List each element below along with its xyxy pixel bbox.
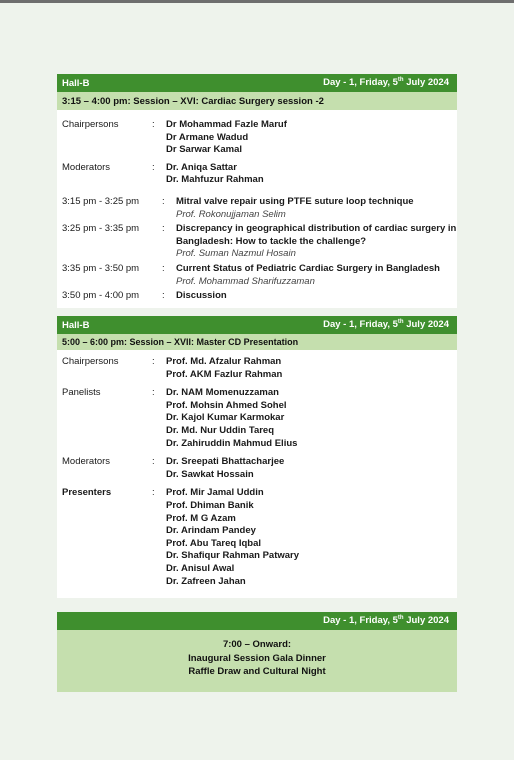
session-date: Day - 1, Friday, 5th July 2024 <box>323 77 449 89</box>
gala-date: Day - 1, Friday, 5th July 2024 <box>323 615 449 627</box>
presenter-name: Dr. Shafiqur Rahman Patwary <box>166 550 300 562</box>
panelist-name: Dr. NAM Momenuzzaman <box>166 387 279 399</box>
talks-list <box>57 196 457 303</box>
gala-event-extra: Raffle Draw and Cultural Night <box>188 666 326 677</box>
talk-speaker: Prof. Mohammad Sharifuzzaman <box>176 275 315 287</box>
chairpersons-row: Chairpersons : Dr Mohammad Fazle Maruf Dr Armane Wadud Dr Sarwar Kamal <box>57 119 457 157</box>
talk-speaker: Prof. Suman Nazmul Hosain <box>176 248 296 260</box>
panelist-name: Dr. Md. Nur Uddin Tareq <box>166 424 275 436</box>
gala-time: 7:00 – Onward: <box>222 639 292 650</box>
talk-item: 3:25 pm - 3:35 pm : Discrepancy in geographical distribution of cardiac surgery in Bangladesh: How to tackle the challenge? Prof. Suman Nazmul Hosain <box>57 223 457 261</box>
talk-time: 3:15 pm - 3:25 pm <box>62 195 140 207</box>
presenter-name: Dr. Arindam Pandey <box>166 525 256 537</box>
session-date: Day - 1, Friday, 5th July 2024 <box>323 319 449 331</box>
hall-header-bar <box>57 74 457 92</box>
gala-event: Inaugural Session Gala Dinner <box>188 652 326 664</box>
hall-name: Hall-B <box>62 319 90 331</box>
session-title: 3:15 – 4:00 pm: Session – XVI: Cardiac Surgery session -2 <box>57 92 457 110</box>
top-border <box>0 0 514 3</box>
talk-item: 3:35 pm - 3:50 pm : Current Status of Pediatric Cardiac Surgery in Bangladesh Prof. Mohammad Sharifuzzaman <box>57 263 457 288</box>
presenter-name: Prof. M G Azam <box>166 512 236 524</box>
presenter-name: Dr. Zafreen Jahan <box>166 575 246 587</box>
chairperson-name: Prof. Md. Afzalur Rahman <box>166 356 282 367</box>
panelist-name: Dr. Kajol Kumar Karmokar <box>166 412 285 424</box>
gala-dinner-panel <box>57 612 457 692</box>
moderators-row: Moderators : Dr. Sreepati Bhattacharjee Dr. Sawkat Hossain <box>57 456 457 481</box>
talk-item: 3:50 pm - 4:00 pm : Discussion <box>57 290 457 303</box>
presenter-name: Prof. Dhiman Banik <box>166 499 254 511</box>
session-xvii-panel <box>57 316 457 598</box>
chairperson-name: Dr Mohammad Fazle Maruf <box>166 119 287 130</box>
chairperson-name: Dr Armane Wadud <box>166 131 249 143</box>
talk-time: 3:25 pm - 3:35 pm <box>62 223 140 235</box>
hall-header-bar <box>57 316 457 334</box>
moderator-name: Dr. Sreepati Bhattacharjee <box>166 456 285 468</box>
panelists-label: Panelists <box>62 387 101 399</box>
moderators-label: Moderators <box>62 456 111 468</box>
gala-header-bar <box>57 612 457 630</box>
chairpersons-label: Chairpersons <box>62 356 119 367</box>
presenter-name: Prof. Mir Jamal Uddin <box>166 487 264 499</box>
chairperson-name: Dr Sarwar Kamal <box>166 144 243 156</box>
talk-title: Discrepancy in geographical distribution of cardiac surgery in Bangladesh: How to tackle the challenge? <box>176 223 457 247</box>
panelist-name: Prof. Mohsin Ahmed Sohel <box>166 399 287 411</box>
moderator-name: Dr. Mahfuzur Rahman <box>166 174 264 186</box>
talk-title: Current Status of Pediatric Cardiac Surgery in Bangladesh <box>176 262 440 274</box>
presenters-label: Presenters <box>62 487 112 499</box>
presenter-name: Prof. Abu Tareq Iqbal <box>166 537 262 549</box>
talk-time: 3:50 pm - 4:00 pm <box>62 290 140 302</box>
moderators-label: Moderators <box>62 161 111 173</box>
panelist-name: Dr. Zahiruddin Mahmud Elius <box>166 437 298 449</box>
gala-details <box>57 630 457 679</box>
moderators-row: Moderators : Dr. Aniqa Sattar Dr. Mahfuzur Rahman <box>57 162 457 187</box>
chairperson-name: Prof. AKM Fazlur Rahman <box>166 368 283 380</box>
panelists-row: Panelists : Dr. NAM Momenuzzaman Prof. Mohsin Ahmed Sohel Dr. Kajol Kumar Karmokar Dr. Md. Nur Uddin Tareq Dr. Zahiruddin Mahmud Elius <box>57 387 457 450</box>
talk-item: 3:15 pm - 3:25 pm : Mitral valve repair using PTFE suture loop technique Prof. Rokonujjaman Selim <box>57 196 457 221</box>
presenters-row: Presenters : Prof. Mir Jamal Uddin Prof. Dhiman Banik Prof. M G Azam Dr. Arindam Pandey Prof. Abu Tareq Iqbal Dr. Shafiqur Rahman Patwary Dr. Anisul Awal Dr. Zafreen Jahan <box>57 487 457 588</box>
moderator-name: Dr. Sawkat Hossain <box>166 468 254 480</box>
talk-title: Mitral valve repair using PTFE suture loop technique <box>176 195 414 207</box>
talk-title: Discussion <box>176 290 227 302</box>
hall-name: Hall-B <box>62 77 90 89</box>
talk-time: 3:35 pm - 3:50 pm <box>62 262 140 274</box>
chairpersons-label: Chairpersons <box>62 119 119 130</box>
chairpersons-row: Chairpersons : Prof. Md. Afzalur Rahman Prof. AKM Fazlur Rahman <box>57 356 457 381</box>
moderator-name: Dr. Aniqa Sattar <box>166 161 237 173</box>
talk-speaker: Prof. Rokonujjaman Selim <box>176 208 286 220</box>
session-title: 5:00 – 6:00 pm: Session – XVII: Master CD Presentation <box>57 334 457 350</box>
session-xvi-panel <box>57 74 457 308</box>
presenter-name: Dr. Anisul Awal <box>166 562 235 574</box>
